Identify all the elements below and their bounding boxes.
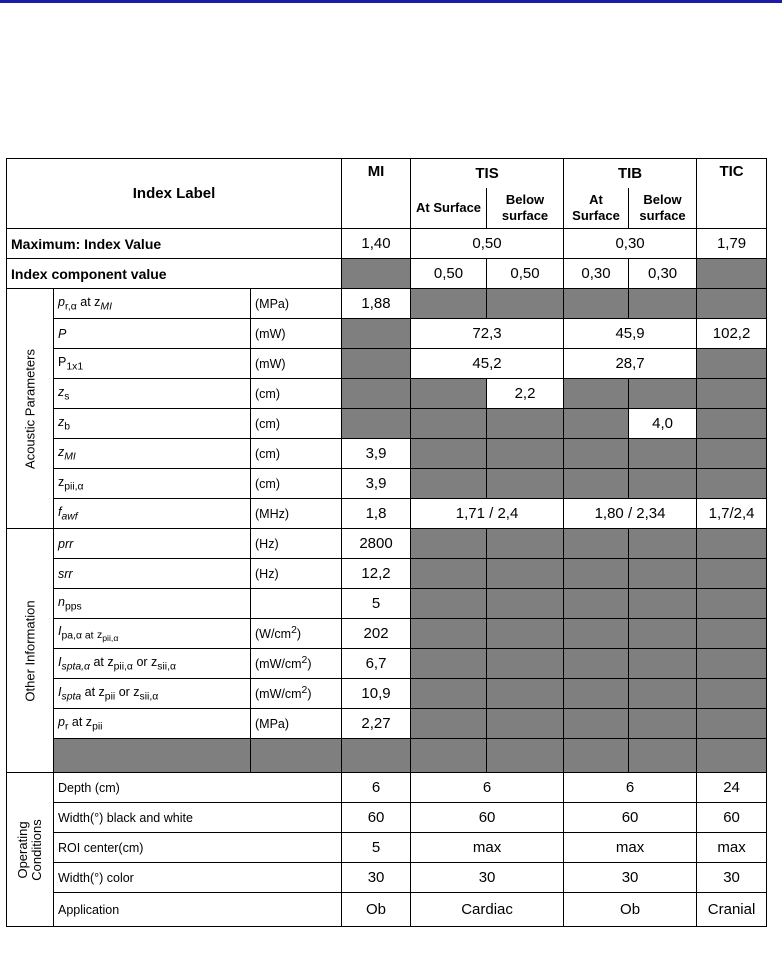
row-ispta-alpha	[7, 649, 767, 679]
row-pra	[7, 289, 767, 319]
shaded-cell	[411, 679, 487, 709]
zmi-mi: 3,9	[342, 439, 411, 469]
P1x1-label: $P_{1x1}$	[54, 349, 251, 379]
shaded-cell	[564, 529, 629, 559]
shaded-cell	[564, 289, 629, 319]
fawf-mi: 1,8	[342, 499, 411, 529]
fawf-tib: 1,80 / 2,34	[564, 499, 697, 529]
row-zpii	[7, 469, 767, 499]
shaded-cell	[487, 439, 564, 469]
width-color-tib: 30	[564, 863, 697, 893]
depth-tic: 24	[697, 773, 767, 803]
other-information-group: Other Information	[7, 529, 54, 773]
row-zb	[7, 409, 767, 439]
shaded-cell	[411, 439, 487, 469]
row-roi	[7, 833, 767, 863]
shaded-cell	[629, 529, 697, 559]
tib-below-surface-header: Below surface	[629, 188, 697, 229]
max-tib: 0,30	[564, 229, 697, 259]
width-color-mi: 30	[342, 863, 411, 893]
row-width-color	[7, 863, 767, 893]
shaded-cell	[487, 289, 564, 319]
zpii-unit: (cm)	[251, 469, 342, 499]
shaded-cell	[629, 679, 697, 709]
shaded-cell	[697, 289, 767, 319]
shaded-cell	[629, 289, 697, 319]
shaded-cell	[564, 439, 629, 469]
shaded-cell	[697, 679, 767, 709]
shaded-cell	[411, 379, 487, 409]
width-bw-tib: 60	[564, 803, 697, 833]
shaded-cell	[697, 529, 767, 559]
P-unit: (mW)	[251, 319, 342, 349]
ispta-unit: $(mW/cm^2)$	[251, 679, 342, 709]
P-tis: 72,3	[411, 319, 564, 349]
width-bw-mi: 60	[342, 803, 411, 833]
shaded-cell	[411, 469, 487, 499]
shaded-cell	[487, 679, 564, 709]
application-mi: Ob	[342, 893, 411, 927]
shaded-cell	[251, 739, 342, 773]
tis-header: TIS	[411, 159, 564, 189]
zb-label: $z_b$	[54, 409, 251, 439]
fawf-tic: 1,7/2,4	[697, 499, 767, 529]
shaded-cell	[564, 739, 629, 773]
prr-mi: 2800	[342, 529, 411, 559]
ispta-alpha-label: $I_{spta,\alpha}$ at $z_{pii,\alpha}$ or $z_{sii,\alpha}$	[54, 649, 251, 679]
P1x1-tib: 28,7	[564, 349, 697, 379]
shaded-cell	[564, 559, 629, 589]
shaded-cell	[411, 559, 487, 589]
npps-unit	[251, 589, 342, 619]
component-label: Index component value	[7, 259, 342, 289]
shaded-cell	[487, 649, 564, 679]
roi-tib: max	[564, 833, 697, 863]
shaded-cell	[629, 469, 697, 499]
shaded-cell	[411, 589, 487, 619]
application-label: Application	[54, 893, 342, 927]
shaded-cell	[697, 649, 767, 679]
row-ispta	[7, 679, 767, 709]
shaded-cell	[697, 259, 767, 289]
zs-label: $z_s$	[54, 379, 251, 409]
row-fawf	[7, 499, 767, 529]
application-tis: Cardiac	[411, 893, 564, 927]
npps-mi: 5	[342, 589, 411, 619]
zmi-unit: (cm)	[251, 439, 342, 469]
width-color-tis: 30	[411, 863, 564, 893]
P-tib: 45,9	[564, 319, 697, 349]
prr-label: prr	[54, 529, 251, 559]
shaded-cell	[564, 649, 629, 679]
depth-mi: 6	[342, 773, 411, 803]
shaded-cell	[629, 739, 697, 773]
ipa-mi: 202	[342, 619, 411, 649]
shaded-cell	[629, 439, 697, 469]
max-mi: 1,40	[342, 229, 411, 259]
shaded-cell	[629, 559, 697, 589]
shaded-cell	[54, 739, 251, 773]
ispta-mi: 10,9	[342, 679, 411, 709]
pr-mi: 2,27	[342, 709, 411, 739]
row-blank	[7, 739, 767, 773]
shaded-cell	[697, 709, 767, 739]
tis-at-surface-header: At Surface	[411, 188, 487, 229]
shaded-cell	[411, 409, 487, 439]
row-P1x1	[7, 349, 767, 379]
roi-mi: 5	[342, 833, 411, 863]
shaded-cell	[487, 709, 564, 739]
acoustic-parameters-group: Acoustic Parameters	[7, 289, 54, 529]
max-index-label: Maximum: Index Value	[7, 229, 342, 259]
ipa-label: $I_{pa,\alpha at}$ $_{z_{pii,\alpha}}$	[54, 619, 251, 649]
shaded-cell	[564, 379, 629, 409]
zpii-mi: 3,9	[342, 469, 411, 499]
shaded-cell	[564, 409, 629, 439]
pra-unit: (MPa)	[251, 289, 342, 319]
srr-label: srr	[54, 559, 251, 589]
P1x1-tis: 45,2	[411, 349, 564, 379]
row-depth	[7, 773, 767, 803]
comp-tib-below: 0,30	[629, 259, 697, 289]
shaded-cell	[697, 439, 767, 469]
roi-tic: max	[697, 833, 767, 863]
row-ipa	[7, 619, 767, 649]
index-label-header: Index Label	[7, 159, 342, 229]
shaded-cell	[411, 709, 487, 739]
pra-label: $p_{r,\alpha}$ at $z_{MI}$	[54, 289, 251, 319]
ispta-label: $I_{spta}$ at $z_{pii}$ or $z_{sii,\alpha}$	[54, 679, 251, 709]
row-application	[7, 893, 767, 927]
max-tis: 0,50	[411, 229, 564, 259]
shaded-cell	[697, 349, 767, 379]
shaded-cell	[697, 589, 767, 619]
shaded-cell	[629, 619, 697, 649]
shaded-cell	[487, 409, 564, 439]
P-tic: 102,2	[697, 319, 767, 349]
shaded-cell	[487, 589, 564, 619]
shaded-cell	[564, 709, 629, 739]
shaded-cell	[697, 409, 767, 439]
zpii-label: $z_{pii,\alpha}$	[54, 469, 251, 499]
shaded-cell	[411, 619, 487, 649]
shaded-cell	[564, 679, 629, 709]
roi-label: ROI center(cm)	[54, 833, 342, 863]
shaded-cell	[697, 559, 767, 589]
pra-mi: 1,88	[342, 289, 411, 319]
application-tib: Ob	[564, 893, 697, 927]
pr-unit: (MPa)	[251, 709, 342, 739]
fawf-label: $f_{awf}$	[54, 499, 251, 529]
zb-tib-below: 4,0	[629, 409, 697, 439]
shaded-cell	[564, 619, 629, 649]
zs-tis-below: 2,2	[487, 379, 564, 409]
depth-label: Depth (cm)	[54, 773, 342, 803]
shaded-cell	[697, 619, 767, 649]
row-P	[7, 319, 767, 349]
width-color-tic: 30	[697, 863, 767, 893]
zb-unit: (cm)	[251, 409, 342, 439]
prr-unit: (Hz)	[251, 529, 342, 559]
ispta-alpha-mi: 6,7	[342, 649, 411, 679]
operating-conditions-group: Operating Conditions	[7, 773, 54, 927]
width-bw-label: Width(°) black and white	[54, 803, 342, 833]
shaded-cell	[487, 619, 564, 649]
shaded-cell	[411, 529, 487, 559]
row-srr	[7, 559, 767, 589]
row-pr	[7, 709, 767, 739]
max-tic: 1,79	[697, 229, 767, 259]
shaded-cell	[411, 289, 487, 319]
shaded-cell	[564, 589, 629, 619]
zmi-label: $z_{MI}$	[54, 439, 251, 469]
tib-header: TIB	[564, 159, 697, 189]
comp-tis-at: 0,50	[411, 259, 487, 289]
fawf-tis: 1,71 / 2,4	[411, 499, 564, 529]
roi-tis: max	[411, 833, 564, 863]
shaded-cell	[629, 649, 697, 679]
P1x1-unit: (mW)	[251, 349, 342, 379]
ispta-alpha-unit: $(mW/cm^2)$	[251, 649, 342, 679]
shaded-cell	[487, 529, 564, 559]
zs-unit: (cm)	[251, 379, 342, 409]
shaded-cell	[697, 739, 767, 773]
shaded-cell	[629, 379, 697, 409]
depth-tib: 6	[564, 773, 697, 803]
max-index-row	[7, 229, 767, 259]
shaded-cell	[342, 379, 411, 409]
application-tic: Cranial	[697, 893, 767, 927]
comp-tis-below: 0,50	[487, 259, 564, 289]
header-row	[7, 159, 767, 189]
shaded-cell	[487, 559, 564, 589]
tic-header: TIC	[697, 159, 767, 229]
shaded-cell	[411, 739, 487, 773]
shaded-cell	[487, 739, 564, 773]
P-label: P	[54, 319, 251, 349]
component-row	[7, 259, 767, 289]
shaded-cell	[342, 409, 411, 439]
width-bw-tic: 60	[697, 803, 767, 833]
width-color-label: Width(°) color	[54, 863, 342, 893]
tib-at-surface-header: At Surface	[564, 188, 629, 229]
depth-tis: 6	[411, 773, 564, 803]
shaded-cell	[697, 379, 767, 409]
comp-tib-at: 0,30	[564, 259, 629, 289]
shaded-cell	[342, 259, 411, 289]
shaded-cell	[342, 319, 411, 349]
row-zmi	[7, 439, 767, 469]
fawf-unit: (MHz)	[251, 499, 342, 529]
shaded-cell	[697, 469, 767, 499]
acoustic-output-table	[6, 158, 767, 927]
shaded-cell	[411, 649, 487, 679]
row-prr	[7, 529, 767, 559]
shaded-cell	[342, 349, 411, 379]
row-zs	[7, 379, 767, 409]
mi-header: MI	[342, 159, 411, 229]
npps-label: $n_{pps}$	[54, 589, 251, 619]
row-npps	[7, 589, 767, 619]
shaded-cell	[629, 709, 697, 739]
shaded-cell	[629, 589, 697, 619]
row-width-bw	[7, 803, 767, 833]
tis-below-surface-header: Below surface	[487, 188, 564, 229]
shaded-cell	[564, 469, 629, 499]
srr-unit: (Hz)	[251, 559, 342, 589]
width-bw-tis: 60	[411, 803, 564, 833]
srr-mi: 12,2	[342, 559, 411, 589]
top-rule	[0, 0, 782, 3]
ipa-unit: $(W/cm^2)$	[251, 619, 342, 649]
shaded-cell	[487, 469, 564, 499]
pr-label: $p_r$ at $z_{pii}$	[54, 709, 251, 739]
shaded-cell	[342, 739, 411, 773]
